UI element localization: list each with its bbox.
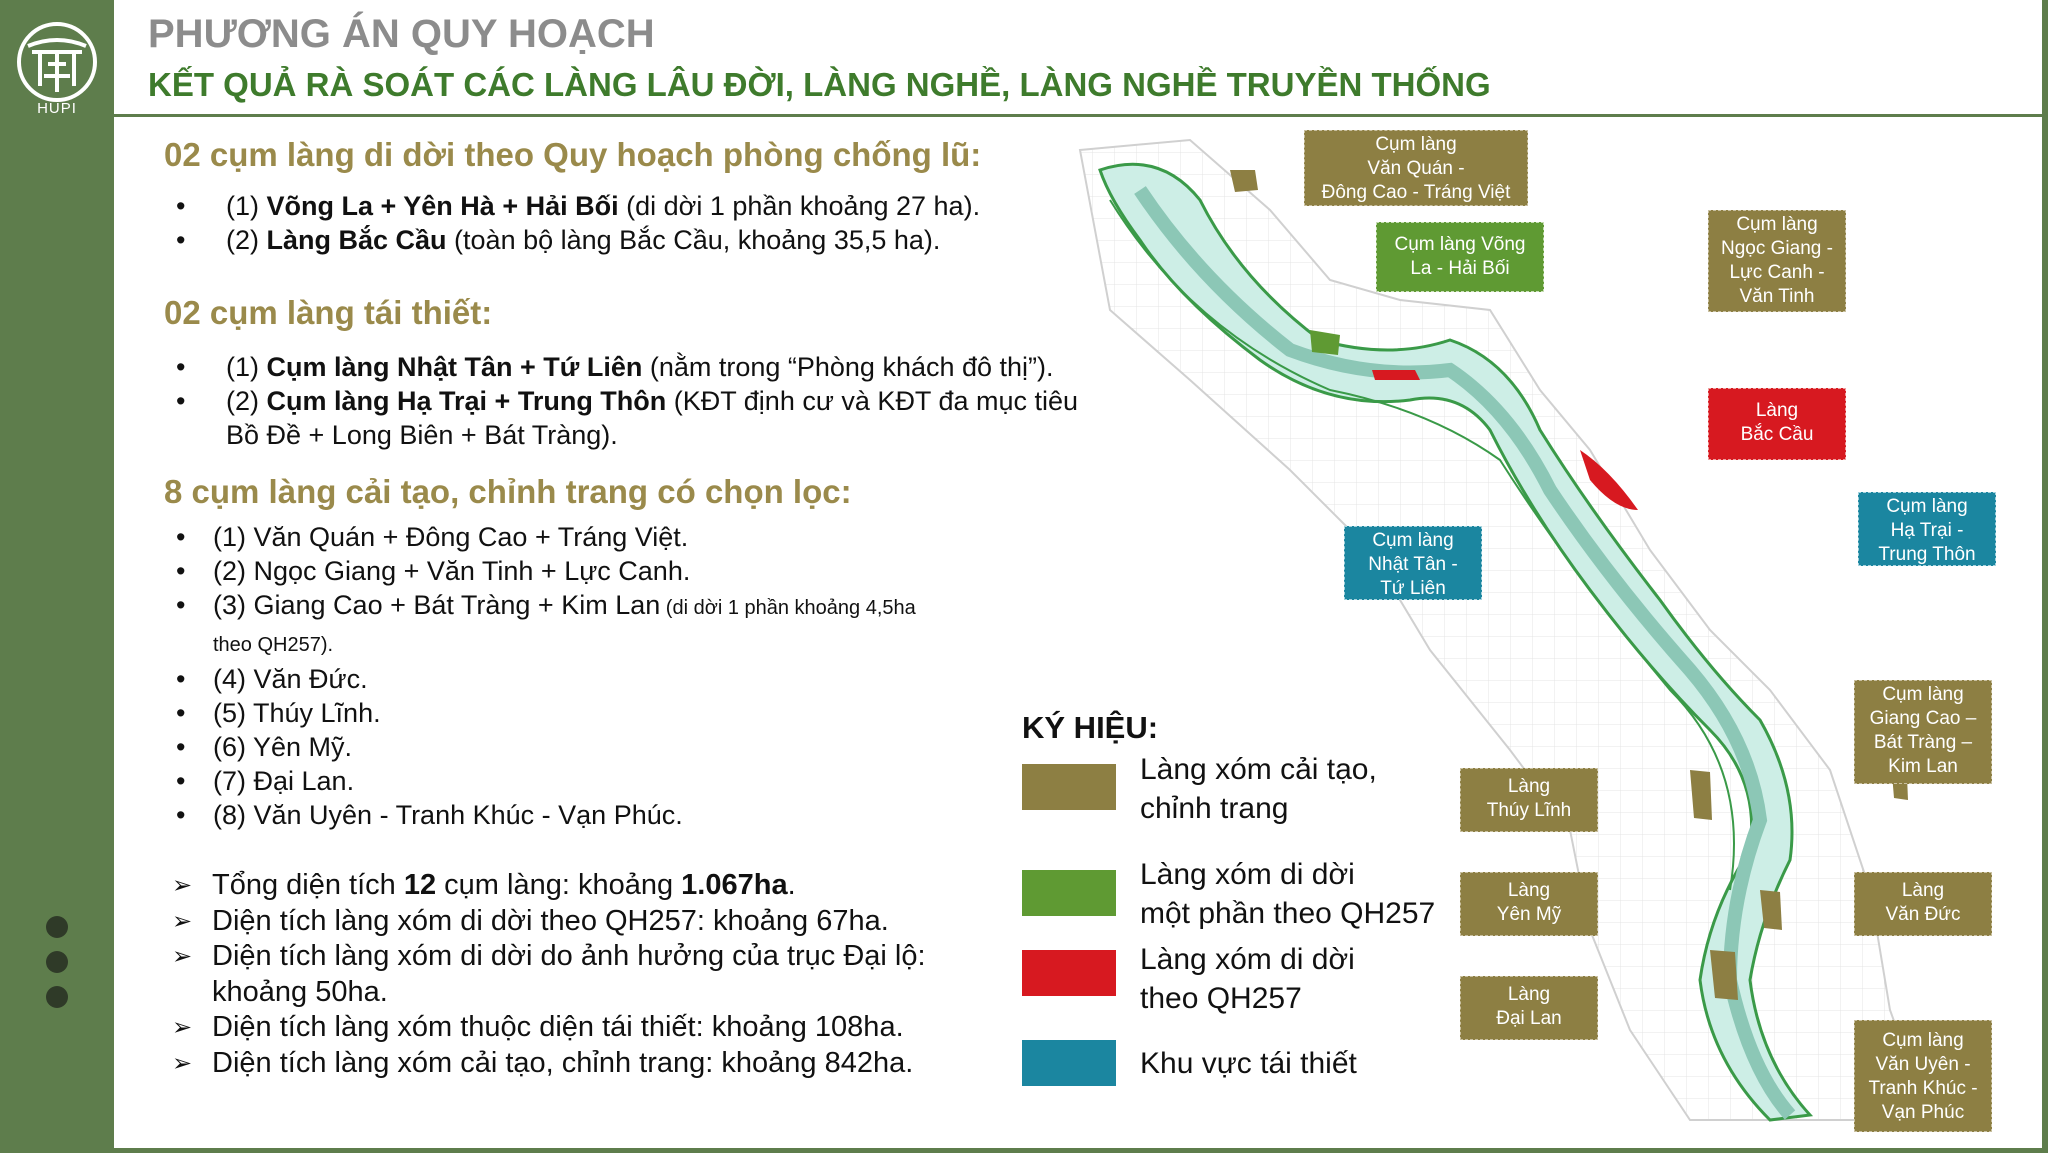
map-label-ngoc-giang: Cụm làng Ngọc Giang - Lực Canh - Văn Tinh bbox=[1708, 210, 1846, 312]
bullet-icon: • bbox=[176, 766, 186, 796]
list-item: • (5) Thúy Lĩnh. bbox=[176, 698, 381, 728]
summary-item: ➢ Tổng diện tích 12 cụm làng: khoảng 1.067ha. bbox=[212, 868, 926, 904]
rebuild-list bbox=[176, 350, 1079, 452]
bullet-icon: • bbox=[176, 352, 186, 382]
relocation-list bbox=[176, 189, 981, 257]
list-item-continuation: Bồ Đề + Long Biên + Bát Tràng). bbox=[226, 420, 618, 450]
map-label-van-uyen: Cụm làng Văn Uyên - Tranh Khúc - Vạn Phúc bbox=[1854, 1020, 1992, 1132]
list-item: • (1) Văn Quán + Đông Cao + Tráng Việt. bbox=[176, 522, 689, 552]
list-item: • (1) Võng La + Yên Hà + Hải Bối (di dời 1 phần khoảng 27 ha). bbox=[176, 191, 981, 221]
bullet-icon: • bbox=[176, 732, 186, 762]
renovation-list bbox=[176, 520, 916, 832]
section-renovation-heading: 8 cụm làng cải tạo, chỉnh trang có chọn lọc: bbox=[164, 473, 852, 510]
summary-list bbox=[172, 868, 926, 1081]
section-relocation-heading: 02 cụm làng di dời theo Quy hoạch phòng chống lũ: bbox=[164, 136, 982, 173]
list-item: • (4) Văn Đức. bbox=[176, 664, 368, 694]
list-item-continuation: theo QH257). bbox=[213, 634, 334, 656]
bullet-icon: • bbox=[176, 386, 186, 416]
map-label-dai-lan: Làng Đại Lan bbox=[1460, 976, 1598, 1040]
bullet-icon: • bbox=[176, 664, 186, 694]
village-red-1 bbox=[1372, 370, 1420, 380]
bullet-icon: • bbox=[176, 556, 186, 586]
section-rebuild-heading: 02 cụm làng tái thiết: bbox=[164, 294, 493, 331]
bullet-icon: • bbox=[176, 225, 186, 255]
map-label-van-quan: Cụm làng Văn Quán - Đông Cao - Tráng Việt bbox=[1304, 130, 1528, 206]
legend-swatch-rebuild bbox=[1022, 1040, 1116, 1086]
header-divider bbox=[114, 114, 2048, 117]
arrow-icon: ➢ bbox=[172, 872, 193, 899]
legend-label-relocation: Làng xóm di dời theo QH257 bbox=[1140, 943, 1355, 1015]
summary-item-continuation: khoảng 50ha. bbox=[212, 975, 388, 1008]
legend-label-rebuild: Khu vực tái thiết bbox=[1140, 1047, 1357, 1080]
legend-swatch-renovation bbox=[1022, 764, 1116, 810]
frame-bottom-border bbox=[0, 1148, 2048, 1153]
nav-dot-1[interactable] bbox=[46, 916, 68, 938]
list-item: • (2) Ngọc Giang + Văn Tinh + Lực Canh. bbox=[176, 556, 691, 586]
legend-label-partial-relocation: Làng xóm di dời một phần theo QH257 bbox=[1140, 858, 1436, 930]
bullet-icon: • bbox=[176, 698, 186, 728]
bullet-icon: • bbox=[176, 590, 186, 620]
arrow-icon: ➢ bbox=[172, 943, 193, 970]
list-item: • (8) Văn Uyên - Tranh Khúc - Vạn Phúc. bbox=[176, 800, 683, 830]
list-item: • (7) Đại Lan. bbox=[176, 766, 355, 796]
map-label-van-duc: Làng Văn Đức bbox=[1854, 872, 1992, 936]
legend-swatch-relocation bbox=[1022, 950, 1116, 996]
summary-item: ➢ Diện tích làng xóm di dời theo QH257: khoảng 67ha. bbox=[212, 904, 926, 940]
page-title: PHƯƠNG ÁN QUY HOẠCH bbox=[148, 12, 655, 56]
bullet-icon: • bbox=[176, 522, 186, 552]
map-label-thuy-linh: Làng Thúy Lĩnh bbox=[1460, 768, 1598, 832]
summary-item: ➢ Diện tích làng xóm di dời do ảnh hưởng của trục Đại lộ: bbox=[212, 939, 926, 975]
arrow-icon: ➢ bbox=[172, 907, 193, 935]
map-label-bac-cau: Làng Bắc Cầu bbox=[1708, 388, 1846, 460]
arrow-icon: ➢ bbox=[172, 1014, 193, 1041]
map-label-giang-cao: Cụm làng Giang Cao – Bát Tràng – Kim Lan bbox=[1854, 680, 1992, 784]
legend-swatch-partial-relocation bbox=[1022, 870, 1116, 916]
frame-right-border bbox=[2042, 0, 2048, 1153]
list-item: • (6) Yên Mỹ. bbox=[176, 732, 353, 762]
arrow-icon: ➢ bbox=[172, 1049, 193, 1077]
bullet-icon: • bbox=[176, 191, 186, 221]
legend-title: KÝ HIỆU: bbox=[1022, 710, 1159, 745]
legend-label-renovation: Làng xóm cải tạo, chỉnh trang bbox=[1140, 753, 1377, 825]
map-label-yen-my: Làng Yên Mỹ bbox=[1460, 872, 1598, 936]
bullet-icon: • bbox=[176, 800, 186, 830]
list-item: • (2) Làng Bắc Cầu (toàn bộ làng Bắc Cầu, khoảng 35,5 ha). bbox=[176, 225, 941, 255]
list-item: • (3) Giang Cao + Bát Tràng + Kim Lan (di dời 1 phần khoảng 4,5ha bbox=[176, 590, 916, 620]
page-subtitle: KẾT QUẢ RÀ SOÁT CÁC LÀNG LÂU ĐỜI, LÀNG NGHỀ, LÀNG NGHỀ TRUYỀN THỐNG bbox=[148, 66, 1491, 103]
map-label-vong-la: Cụm làng Võng La - Hải Bối bbox=[1376, 222, 1544, 292]
nav-dot-3[interactable] bbox=[46, 986, 68, 1008]
list-item: • (2) Cụm làng Hạ Trại + Trung Thôn (KĐT định cư và KĐT đa mục tiêu bbox=[176, 386, 1079, 416]
nav-dot-2[interactable] bbox=[46, 951, 68, 973]
logo-text: HUPI bbox=[37, 100, 77, 117]
map-label-ha-trai: Cụm làng Hạ Trại - Trung Thôn bbox=[1858, 492, 1996, 566]
summary-item: ➢ Diện tích làng xóm thuộc diện tái thiết: khoảng 108ha. bbox=[212, 1010, 926, 1046]
sidebar bbox=[0, 0, 114, 1153]
list-item: • (1) Cụm làng Nhật Tân + Tứ Liên (nằm trong “Phòng khách đô thị”). bbox=[176, 352, 1054, 382]
map-label-nhat-tan: Cụm làng Nhật Tân - Tứ Liên bbox=[1344, 526, 1482, 600]
summary-item: ➢ Diện tích làng xóm cải tạo, chỉnh trang: khoảng 842ha. bbox=[212, 1046, 926, 1082]
